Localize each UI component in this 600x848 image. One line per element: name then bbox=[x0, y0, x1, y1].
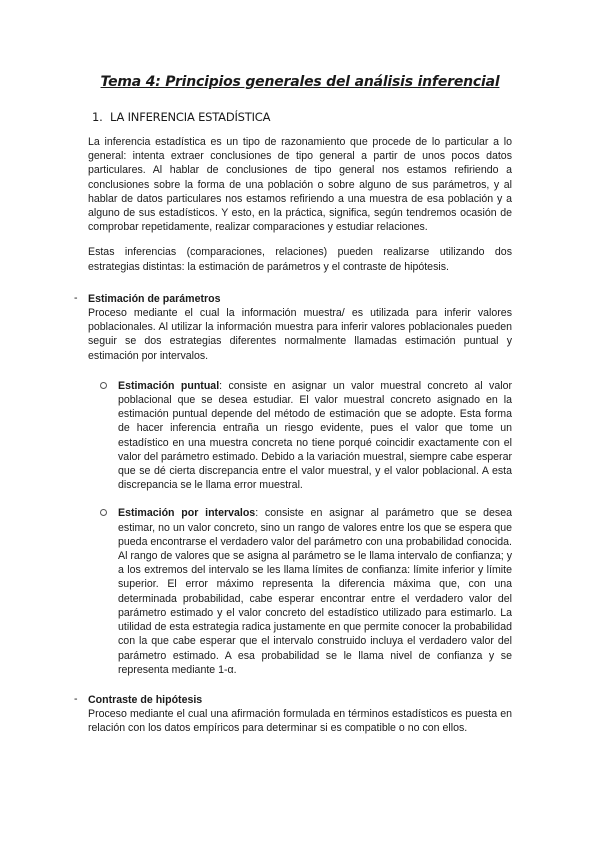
bullet-marker: - bbox=[74, 692, 78, 705]
intro-paragraph-1: La inferencia estadística es un tipo de razonamiento que procede de lo particular a lo general: intenta extraer conclusiones de tipo general a partir de unos pocos datos particulares. Al hablar de conclusiones de tipo general nos estamos refiriendo a conclusiones sobre la forma de una población o sobre alguno de sus parámetros, y al hablar de datos particulares nos estamos refiriendo a una muestra de esa población y a alguno de sus estadísticos. Y esto, en la práctica, significa, según tendremos ocasión de comprobar repetidamente, realizar comparaciones y estudiar relaciones. bbox=[88, 136, 512, 234]
sub-item-body: : consiste en asignar al parámetro que se desea estimar, no un valor concreto, sino un rango de valores entre los que se espera que pueda encontrarse el verdadero valor del parámetro con una probabilidad conocida. Al rango de valores que se asigna al parámetro se le llama intervalo de confianza; y a los extremos del intervalo se les llama límites de confianza: límite inferior y límite superior. El error máximo representa la diferencia máxima que, con una determinada probabilidad, cabe esperar encontrar entre el verdadero valor del parámetro estimado y el valor concreto del estadístico utilizado para estimarlo. La utilidad de esta estrategia radica justamente en que permite conocer la probabilidad con la que cabe esperar que el intervalo construido incluya el verdadero valor del parámetro estimado. A esa probabilidad se le llama nivel de confianza y se representa mediante 1-α. bbox=[118, 507, 512, 676]
bullet-heading: Estimación de parámetros bbox=[88, 292, 221, 305]
sub-item-text bbox=[118, 506, 512, 676]
bullet-marker: - bbox=[74, 291, 78, 304]
bullet-contraste bbox=[74, 692, 512, 736]
sub-item-intervalos bbox=[88, 506, 512, 676]
intro-paragraph-2: Estas inferencias (comparaciones, relaciones) pueden realizarse utilizando dos estrategias distintas: la estimación de parámetros y el contraste de hipótesis. bbox=[88, 246, 512, 273]
sub-item-body: : consiste en asignar un valor muestral concreto al valor poblacional que se desea estudiar. El valor muestral concreto asignado en la estimación puntual depende del método de estimación que se adopte. Esta forma de hacer inferencia entraña un riesgo evidente, pues el valor que tome un estadístico en una muestra concreta no tiene porqué coincidir exactamente con el valor del parámetro estimado. Debido a la variación muestral, siempre cabe esperar que se dé cierta discrepancia entre el valor muestral, y el valor poblacional. A esta discrepancia se le llama error muestral. bbox=[118, 379, 512, 492]
bullet-text: Proceso mediante el cual una afirmación formulada en términos estadísticos es puesta en relación con los datos empíricos para determinar si es compatible o no con ellos. bbox=[88, 708, 512, 735]
page-title: Tema 4: Principios generales del análisis inferencial bbox=[100, 74, 500, 90]
sub-item-puntual bbox=[88, 379, 512, 493]
bullet-heading: Contraste de hipótesis bbox=[88, 693, 203, 706]
section-number: 1. bbox=[92, 110, 103, 124]
sub-item-lead: Estimación puntual bbox=[118, 379, 220, 392]
section-label: LA INFERENCIA ESTADÍSTICA bbox=[110, 110, 271, 124]
sub-item-lead: Estimación por intervalos bbox=[118, 507, 256, 520]
circle-bullet-icon bbox=[100, 382, 107, 389]
sub-item-text bbox=[118, 379, 512, 493]
circle-bullet-icon bbox=[100, 509, 107, 516]
bullet-estimacion bbox=[74, 291, 512, 677]
section-heading bbox=[92, 110, 512, 124]
bullet-text: Proceso mediante el cual la información muestra/ es utilizada para inferir valores poblacionales. Al utilizar la información muestra para inferir valores poblacionales pueden seguir se dos estrategias diferentes normalmente llamadas estimación puntual y estimación por intervalos. bbox=[88, 307, 512, 362]
